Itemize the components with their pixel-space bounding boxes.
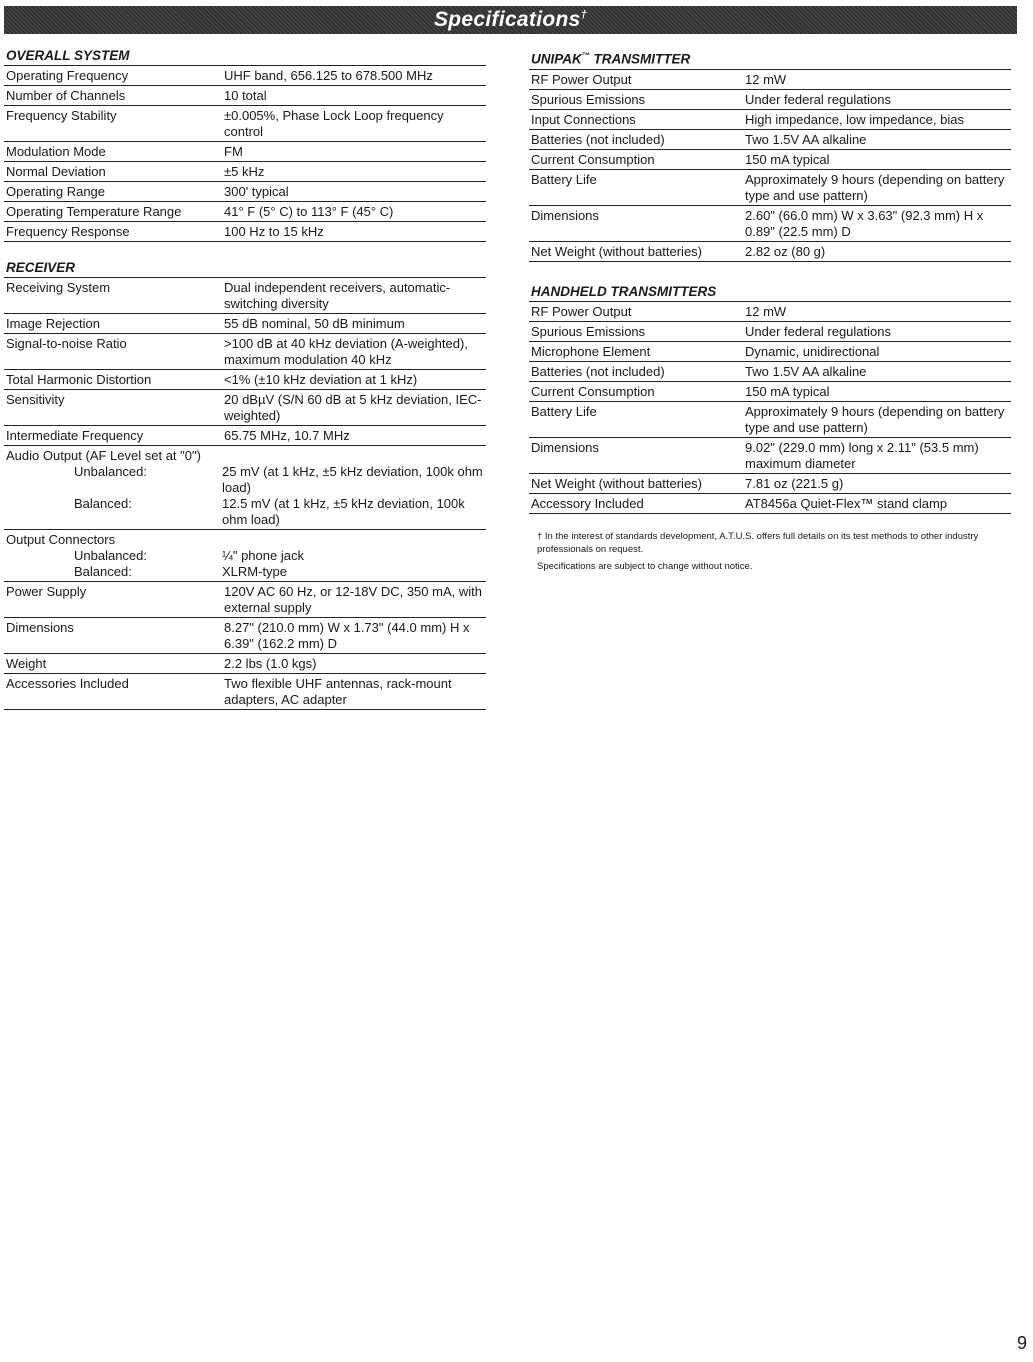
spec-label: Intermediate Frequency [6,428,144,443]
spec-label: Frequency Stability [6,108,117,123]
table-row [4,654,486,674]
spec-sublabel: Balanced: [74,564,132,579]
table-row [529,402,1011,438]
spec-value: 12 mW [745,303,787,319]
table-row [4,582,486,618]
spec-value: 2.2 lbs (1.0 kgs) [224,656,317,671]
spec-label: RF Power Output [531,71,632,87]
table-row [529,322,1011,342]
output-connectors-label: Output Connectors [6,532,116,547]
spec-sublabel: Balanced: [74,496,132,511]
overall-system-title: OVERALL SYSTEM [6,48,130,63]
table-row [529,382,1011,402]
spec-value: 100 Hz to 15 kHz [224,224,324,239]
spec-label: Total Harmonic Distortion [6,372,152,387]
table-row [529,362,1011,382]
output-connectors-balanced [4,564,486,580]
right-column [529,48,1011,577]
audio-output-unbalanced [4,464,486,496]
spec-value: 55 dB nominal, 50 dB minimum [224,316,405,331]
table-row [529,90,1011,110]
audio-output-label: Audio Output (AF Level set at "0") [6,448,201,463]
spec-label: Dimensions [6,620,74,635]
spec-label: Weight [6,656,47,671]
table-row [4,426,486,446]
table-row [529,342,1011,362]
spec-label: Net Weight (without batteries) [531,475,702,491]
specifications-banner [4,6,1017,34]
spec-label: Current Consumption [531,383,655,399]
spec-label: Sensitivity [6,392,65,407]
receiver-title: RECEIVER [6,260,76,275]
table-row [4,106,486,142]
table-row [4,674,486,710]
spec-value: 8.27" (210.0 mm) W x 1.73" (44.0 mm) H x 6.39" (162.2 mm) D [224,620,470,651]
spec-label: Signal-to-noise Ratio [6,336,127,351]
overall-system-table [4,65,486,242]
banner-title: Specifications† [434,8,587,31]
spec-value: 65.75 MHz, 10.7 MHz [224,428,350,443]
spec-value: 120V AC 60 Hz, or 12-18V DC, 350 mA, with external supply [224,584,482,615]
spec-label: Number of Channels [6,88,126,103]
spec-value: 41° F (5° C) to 113° F (45° C) [224,204,394,219]
table-row [4,162,486,182]
spec-label: Net Weight (without batteries) [531,243,702,259]
table-row [529,130,1011,150]
spec-value: 12.5 mV (at 1 kHz, ±5 kHz deviation, 100k ohm load) [222,496,465,527]
spec-value: ±5 kHz [224,164,265,179]
spec-value: 25 mV (at 1 kHz, ±5 kHz deviation, 100k ohm load) [222,464,483,495]
table-row [529,494,1011,514]
spec-value: 9.02" (229.0 mm) long x 2.11" (53.5 mm) maximum diameter [745,439,979,471]
spec-label: Batteries (not included) [531,363,665,379]
table-row [529,474,1011,494]
spec-label: Normal Deviation [6,164,106,179]
spec-label: Microphone Element [531,343,651,359]
page-number: 9 [1016,1333,1027,1353]
spec-value: Under federal regulations [745,323,891,339]
spec-value: Approximately 9 hours (depending on battery type and use pattern) [745,403,1005,435]
spec-label: Battery Life [531,171,597,187]
spec-label: Frequency Response [6,224,130,239]
table-row [529,206,1011,242]
table-row [4,86,486,106]
spec-value: 20 dBµV (S/N 60 dB at 5 kHz deviation, IEC-weighted) [224,392,482,423]
spec-sublabel: Unbalanced: [74,548,147,563]
table-row [529,70,1011,90]
spec-label: Input Connections [531,111,636,127]
table-row [529,170,1011,206]
spec-value: 300' typical [224,184,289,199]
table-row [529,302,1011,322]
audio-output-balanced [4,496,486,528]
spec-value: <1% (±10 kHz deviation at 1 kHz) [224,372,418,387]
spec-value: 2.60" (66.0 mm) W x 3.63" (92.3 mm) H x 0.89" (22.5 mm) D [745,207,984,239]
spec-value: 10 total [224,88,267,103]
table-row [4,142,486,162]
spec-sublabel: Unbalanced: [74,464,147,479]
table-row [4,390,486,426]
spec-label: Accessories Included [6,676,129,691]
spec-label: RF Power Output [531,303,632,319]
output-connectors-unbalanced [4,548,486,564]
table-row [529,110,1011,130]
spec-label: Battery Life [531,403,597,419]
spec-value: >100 dB at 40 kHz deviation (A-weighted), maximum modulation 40 kHz [224,336,468,367]
spec-value: 2.82 oz (80 g) [745,243,826,259]
spec-label: Operating Range [6,184,106,199]
unipak-transmitter-title: UNIPAK™ TRANSMITTER [531,51,691,67]
table-row [529,242,1011,262]
spec-label: Power Supply [6,584,87,599]
spec-value: 7.81 oz (221.5 g) [745,475,844,491]
left-column [4,48,486,710]
spec-value: Two 1.5V AA alkaline [745,363,867,379]
spec-value: Two 1.5V AA alkaline [745,131,867,147]
unipak-transmitter-table [529,69,1011,262]
spec-label: Dimensions [531,439,599,455]
output-connectors-row [4,530,486,582]
spec-value: High impedance, low impedance, bias [745,111,964,127]
spec-value: 150 mA typical [745,383,830,399]
spec-value: UHF band, 656.125 to 678.500 MHz [224,68,433,83]
footnote-change-notice: Specifications are subject to change without notice. [537,560,753,572]
spec-value: FM [224,144,243,159]
spec-label: Operating Frequency [6,68,129,83]
spec-label: Spurious Emissions [531,323,646,339]
spec-label: Receiving System [6,280,111,295]
spec-value: 150 mA typical [745,151,830,167]
spec-label: Batteries (not included) [531,131,665,147]
spec-value: ±0.005%, Phase Lock Loop frequency control [224,108,444,139]
spec-value: Two flexible UHF antennas, rack-mount adapters, AC adapter [224,676,452,707]
table-row [4,618,486,654]
spec-label: Current Consumption [531,151,655,167]
spec-value: XLRM-type [222,564,288,579]
table-row [4,222,486,242]
spec-label: Accessory Included [531,495,644,511]
spec-label: Spurious Emissions [531,91,646,107]
spec-label: Modulation Mode [6,144,106,159]
spec-label: Dimensions [531,207,599,223]
spec-value: Under federal regulations [745,91,891,107]
spec-label: Operating Temperature Range [6,204,182,219]
footnotes [529,530,1011,573]
audio-output-row [4,446,486,530]
spec-value: Dynamic, unidirectional [745,343,880,359]
spec-value: 12 mW [745,71,787,87]
table-row [529,150,1011,170]
table-row [4,370,486,390]
table-row [4,202,486,222]
spec-value: Approximately 9 hours (depending on battery type and use pattern) [745,171,1005,203]
spec-value: Dual independent receivers, automatic-switching diversity [224,280,451,311]
handheld-transmitters-table [529,301,1011,514]
spec-label: Image Rejection [6,316,100,331]
table-row [4,66,486,86]
table-row [4,182,486,202]
table-row [529,438,1011,474]
receiver-table [4,277,486,710]
footnote-test-methods: † In the interest of standards development, A.T.U.S. offers full details on its test methods to other industry professionals on request. [537,530,979,555]
spec-value: ¼" phone jack [222,548,304,563]
table-row [4,334,486,370]
table-row [4,314,486,334]
spec-value: AT8456a Quiet-Flex™ stand clamp [745,495,948,511]
table-row [4,278,486,314]
handheld-transmitters-title: HANDHELD TRANSMITTERS [531,283,717,299]
